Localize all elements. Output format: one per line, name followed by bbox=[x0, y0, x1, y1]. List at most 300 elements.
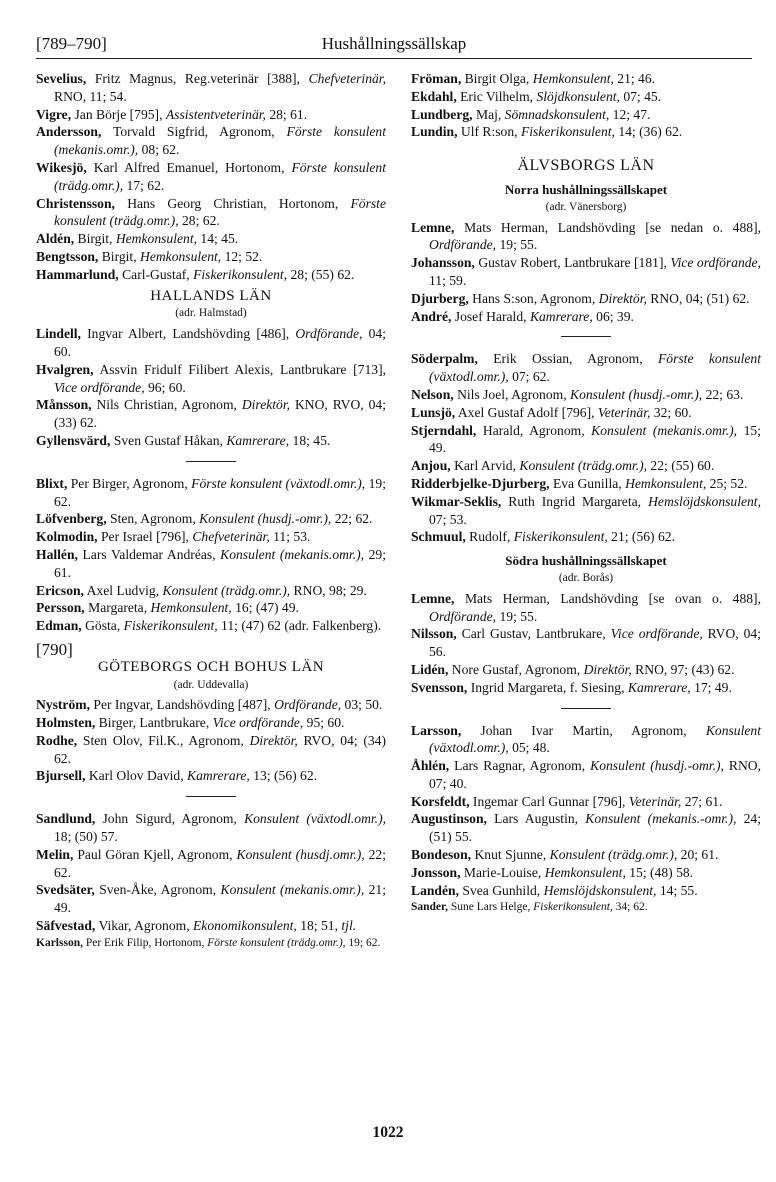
entry-role: Fiskerikonsulent, bbox=[520, 124, 615, 140]
entry-tail: 06; 39. bbox=[592, 308, 634, 324]
entry-tail: 95; 60. bbox=[303, 715, 345, 731]
section-divider bbox=[561, 708, 611, 709]
directory-entry bbox=[411, 590, 761, 626]
entry-tail: 21; 46. bbox=[613, 71, 656, 86]
entry-details: Erik Ossian, Agronom, bbox=[477, 351, 658, 367]
entry-details: Ruth Ingrid Margareta, bbox=[501, 493, 649, 509]
entry-tail: 05; 48. bbox=[508, 740, 550, 756]
entry-tail: 32; 60. bbox=[650, 404, 692, 420]
entry-role: Förste konsulent (trädg.omr.), bbox=[54, 195, 386, 229]
entry-details: Ulf R:son, bbox=[457, 124, 521, 140]
entry-role: Konsulent (husdj.-omr.), bbox=[570, 386, 703, 402]
right-column bbox=[411, 70, 761, 917]
entry-tail: 21; (56) 62. bbox=[607, 529, 675, 545]
entry-name: Bjursell, bbox=[36, 768, 86, 784]
entry-role: Direktör, bbox=[583, 661, 632, 677]
directory-entry bbox=[411, 475, 761, 493]
directory-entry bbox=[36, 475, 386, 511]
entry-name: Blixt, bbox=[36, 475, 68, 491]
entry-tail: 29; 61. bbox=[54, 546, 386, 580]
entry-details: Eva Gunilla, bbox=[549, 475, 626, 491]
entry-name: Jonsson, bbox=[411, 864, 461, 880]
entry-name: Lemne, bbox=[411, 590, 455, 606]
entry-name: Anjou, bbox=[411, 458, 451, 474]
directory-entry bbox=[411, 846, 761, 864]
entry-name: Lundin, bbox=[411, 124, 458, 140]
entry-name: Säfvestad, bbox=[36, 918, 96, 934]
entry-role: Slöjdkonsulent, bbox=[536, 88, 620, 104]
directory-entry bbox=[411, 757, 761, 793]
entry-name: Vigre, bbox=[36, 106, 72, 122]
entry-tail: 07; 45. bbox=[619, 88, 662, 104]
entry-details: Birger, Lantbrukare, bbox=[95, 715, 213, 731]
directory-entry bbox=[36, 846, 386, 882]
entry-name: Gyllensvärd, bbox=[36, 432, 111, 448]
entry-details: Sven-Åke, Agronom, bbox=[94, 882, 221, 898]
entry-details: John Sigurd, Agronom, bbox=[95, 811, 245, 827]
entry-tail: 07; 53. bbox=[429, 511, 467, 527]
entry-details: Axel Ludvig, bbox=[83, 582, 163, 598]
entry-name: Ericson, bbox=[36, 582, 84, 598]
entry-name: Melin, bbox=[36, 846, 74, 862]
entry-name: Edman, bbox=[36, 618, 82, 634]
page-number: 1022 bbox=[372, 1124, 404, 1141]
entry-details: Paul Göran Kjell, Agronom, bbox=[73, 846, 237, 862]
directory-entry bbox=[411, 422, 761, 458]
section-heading: ÄLVSBORGS LÄN bbox=[517, 157, 655, 175]
entry-tail: 12; 47. bbox=[609, 106, 651, 122]
entry-role: Konsulent (husdj.-omr.), bbox=[590, 758, 724, 774]
entry-role: Hemkonsulent, bbox=[544, 864, 626, 880]
entry-role: Konsulent (husdj.omr.), bbox=[236, 846, 365, 862]
entry-role: Förste konsulent (växtodl.omr.), bbox=[429, 351, 761, 385]
entry-details: Torvald Sigfrid, Agronom, bbox=[101, 124, 287, 140]
entry-name: Fröman, bbox=[411, 71, 462, 86]
entry-details: Hans Georg Christian, Hortonom, bbox=[114, 195, 351, 211]
entry-role: Hemkonsulent, bbox=[150, 600, 232, 616]
entry-role: Konsulent (trädg.omr.), bbox=[549, 847, 678, 863]
directory-entry bbox=[411, 899, 761, 917]
entry-name: Djurberg, bbox=[411, 290, 469, 306]
directory-entry bbox=[411, 661, 761, 679]
entry-details: Lars Valdemar Andréas, bbox=[77, 546, 221, 562]
entry-role: Konsulent (husdj.-omr.), bbox=[199, 511, 332, 527]
directory-entry bbox=[411, 219, 761, 255]
entry-role: Förste konsulent (trädg.omr.), bbox=[207, 936, 346, 949]
entry-role: Hemkonsulent, bbox=[532, 71, 614, 86]
entry-role: Konsulent (trädg.omr.), bbox=[162, 582, 291, 598]
entry-role: Fiskerikonsulent, bbox=[193, 266, 288, 282]
entry-role: Hemkonsulent, bbox=[625, 475, 707, 491]
directory-entry bbox=[411, 810, 761, 846]
entry-details: Margareta, bbox=[84, 600, 151, 616]
entry-details: Svea Gunhild, bbox=[458, 882, 544, 898]
entry-tail: 11; 53. bbox=[269, 529, 311, 545]
directory-entry bbox=[411, 88, 761, 106]
entry-role: Sömnadskonsulent, bbox=[504, 106, 610, 122]
entry-tail: 22; (55) 60. bbox=[647, 458, 715, 474]
entry-details: Birgit, bbox=[74, 231, 116, 247]
entry-name: Nilsson, bbox=[411, 626, 457, 642]
directory-entry bbox=[411, 123, 761, 141]
entry-details: Marie-Louise, bbox=[460, 864, 545, 880]
entry-role: Ordförande, bbox=[429, 608, 497, 624]
entry-name: Christensson, bbox=[36, 195, 115, 211]
entry-role: Konsulent (mekanis.omr.), bbox=[220, 882, 365, 898]
entry-name: Hammarlund, bbox=[36, 266, 119, 282]
entry-name: Landén, bbox=[411, 882, 459, 898]
entry-tail: RNO, 97; (43) 62. bbox=[631, 661, 735, 677]
subsection-heading: Södra hushållningssällskapet bbox=[505, 553, 667, 569]
entry-name: Kolmodin, bbox=[36, 529, 98, 545]
entry-name: Månsson, bbox=[36, 397, 92, 413]
entry-tail: RVO, 04; (34) 62. bbox=[54, 732, 386, 766]
entry-details: Sven Gustaf Håkan, bbox=[110, 432, 227, 448]
entry-tail: 19; 62. bbox=[54, 475, 386, 509]
entry-role: Hemslöjdskonsulent, bbox=[543, 882, 657, 898]
directory-entry bbox=[36, 230, 386, 248]
entry-details: Per Israel [796], bbox=[97, 529, 193, 545]
entry-tail: RNO, 11; 54. bbox=[54, 88, 127, 104]
page-marker: [790] bbox=[36, 639, 73, 659]
directory-entry bbox=[36, 361, 386, 397]
entry-tail: 15; 49. bbox=[429, 422, 761, 456]
entry-details: Hans S:son, Agronom, bbox=[468, 290, 599, 306]
entry-details: Sten Olov, Fil.K., Agronom, bbox=[77, 732, 250, 748]
entry-name: Lindell, bbox=[36, 326, 81, 342]
entry-details: Eric Vilhelm, bbox=[456, 88, 537, 104]
directory-entry bbox=[36, 935, 386, 953]
page-header bbox=[36, 32, 752, 59]
entry-name: Lunsjö, bbox=[411, 404, 456, 420]
directory-entry bbox=[36, 528, 386, 546]
entry-role: Kamrerare, bbox=[529, 308, 593, 324]
directory-entry bbox=[36, 582, 386, 600]
address-note: (adr. Uddevalla) bbox=[173, 678, 249, 691]
entry-role: Förste konsulent (mekanis.omr.), bbox=[54, 124, 386, 158]
entry-tail: 19; 62. bbox=[345, 936, 381, 949]
directory-entry bbox=[36, 599, 386, 617]
entry-tail: 96; 60. bbox=[144, 379, 186, 395]
directory-entry bbox=[36, 248, 386, 266]
entry-details: Karl Olov David, bbox=[85, 768, 188, 784]
entry-role: Ekonomikonsulent, bbox=[193, 918, 297, 934]
directory-entry bbox=[36, 714, 386, 732]
entry-name: Johansson, bbox=[411, 255, 475, 271]
entry-role: Fiskerikonsulent, bbox=[533, 901, 613, 914]
entry-role: Förste konsulent (trädg.omr.), bbox=[54, 159, 386, 193]
directory-entry bbox=[36, 617, 386, 635]
entry-name: Svensson, bbox=[411, 679, 468, 695]
directory-entry bbox=[411, 722, 761, 758]
entry-tail: 03; 50. bbox=[341, 697, 383, 713]
entry-details: Ingrid Margareta, f. Siesing, bbox=[467, 679, 628, 695]
directory-entry bbox=[411, 882, 761, 900]
entry-tail: RVO, 04; 56. bbox=[429, 626, 761, 660]
entry-name: Holmsten, bbox=[36, 715, 96, 731]
entry-role: Chefveterinär, bbox=[308, 71, 386, 86]
entry-tail: 04; 60. bbox=[54, 326, 386, 359]
entry-name: Rodhe, bbox=[36, 732, 78, 748]
entry-name: Larsson, bbox=[411, 722, 462, 738]
directory-entry bbox=[36, 510, 386, 528]
entry-role: Vice ordförande, bbox=[54, 379, 145, 395]
entry-tail: 24; (51) 55. bbox=[429, 811, 761, 845]
directory-entry bbox=[36, 810, 386, 846]
entry-role: Konsulent (mekanis.omr.), bbox=[220, 546, 365, 562]
entry-details: Assvin Fridulf Filibert Alexis, Lantbrukare [713], bbox=[93, 361, 386, 377]
entry-details: Gösta, bbox=[81, 618, 124, 634]
entry-role: Direktör, bbox=[249, 732, 298, 748]
entry-details: Johan Ivar Martin, Agronom, bbox=[461, 722, 706, 738]
entry-role: Konsulent (växtodl.omr.), bbox=[244, 811, 387, 827]
entry-name: Stjerndahl, bbox=[411, 422, 477, 438]
entry-name: Wikmar-Seklis, bbox=[411, 493, 502, 509]
entry-name: Lidén, bbox=[411, 661, 449, 677]
entry-tail: 28; 62. bbox=[178, 213, 220, 229]
directory-entry bbox=[411, 308, 761, 326]
entry-role: Kamrerare, bbox=[226, 432, 290, 448]
directory-entry bbox=[36, 881, 386, 917]
entry-details: Carl-Gustaf, bbox=[118, 266, 194, 282]
entry-tail: 22; 62. bbox=[331, 511, 373, 527]
directory-entry bbox=[36, 266, 386, 284]
section-divider bbox=[561, 336, 611, 337]
entry-role: Vice ordförande, bbox=[212, 715, 304, 731]
entry-details: Lars Augustin, bbox=[486, 811, 586, 827]
entry-tail: RNO, 07; 40. bbox=[429, 758, 761, 791]
entry-name: Lemne, bbox=[411, 219, 455, 235]
entry-details: Karl Arvid, bbox=[450, 458, 520, 474]
directory-entry bbox=[36, 195, 386, 231]
address-note: (adr. Borås) bbox=[558, 571, 614, 584]
entry-details: Carl Gustav, Lantbrukare, bbox=[456, 626, 611, 642]
entry-name: Ekdahl, bbox=[411, 88, 457, 104]
entry-name: Augustinson, bbox=[411, 811, 487, 827]
entry-tail: 14; 55. bbox=[656, 882, 698, 898]
directory-entry bbox=[411, 106, 761, 124]
entry-name: Bengtsson, bbox=[36, 248, 99, 264]
entry-role: Konsulent (mekanis.omr.), bbox=[591, 422, 738, 438]
entry-tail: 07; 62. bbox=[508, 369, 550, 385]
entry-name: Hvalgren, bbox=[36, 361, 94, 377]
entry-tail: KNO, RVO, 04; (33) 62. bbox=[54, 397, 386, 431]
entry-name: Ridderbjelke-Djurberg, bbox=[411, 475, 550, 491]
directory-entry bbox=[36, 325, 386, 361]
entry-name: Söderpalm, bbox=[411, 351, 478, 367]
entry-details: Josef Harald, bbox=[451, 308, 530, 324]
entry-name: Sevelius, bbox=[36, 71, 87, 86]
entry-name: Persson, bbox=[36, 600, 85, 616]
entry-name: Wikesjö, bbox=[36, 159, 87, 175]
entry-role: Assistentveterinär, bbox=[165, 106, 266, 122]
address-note: (adr. Halmstad) bbox=[175, 307, 247, 320]
left-column bbox=[36, 70, 386, 953]
entry-name: Aldén, bbox=[36, 231, 75, 247]
entry-name: Korsfeldt, bbox=[411, 793, 470, 809]
entry-name: André, bbox=[411, 308, 452, 324]
entry-tail: 18; 45. bbox=[289, 432, 331, 448]
entry-tail: 28; (55) 62. bbox=[287, 266, 355, 282]
entry-details: Harald, Agronom, bbox=[476, 422, 592, 438]
entry-role: Vice ordförande, bbox=[670, 255, 761, 271]
directory-entry bbox=[36, 767, 386, 785]
entry-tail: 14; (36) 62. bbox=[614, 124, 683, 140]
entry-role: Ordförande, bbox=[274, 697, 342, 713]
entry-role: Direktör, bbox=[598, 290, 647, 306]
entry-details: Fritz Magnus, Reg.veterinär [388], bbox=[86, 71, 309, 86]
entry-tail: 22; 63. bbox=[702, 386, 744, 402]
entry-tail: 20; 61. bbox=[677, 847, 719, 863]
entry-details: Birgit Olga, bbox=[461, 71, 533, 86]
entry-tail: 19; 55. bbox=[496, 608, 538, 624]
entry-details: Ingemar Carl Gunnar [796], bbox=[469, 793, 629, 809]
directory-entry bbox=[36, 432, 386, 450]
entry-role: Ordförande, bbox=[295, 326, 363, 342]
entry-tail: 21; 49. bbox=[54, 882, 386, 916]
page-range: [789–790] bbox=[36, 34, 107, 53]
entry-tail: 17; 62. bbox=[123, 177, 165, 193]
directory-entry bbox=[36, 917, 386, 935]
directory-entry bbox=[36, 70, 386, 106]
entry-role: Konsulent (växtodl.omr.), bbox=[429, 722, 761, 756]
entry-details: Ingvar Albert, Landshövding [486], bbox=[80, 326, 296, 342]
directory-entry bbox=[36, 696, 386, 714]
directory-entry bbox=[411, 350, 761, 386]
directory-entry bbox=[36, 106, 386, 124]
entry-role: Hemkonsulent, bbox=[115, 231, 197, 247]
section-divider bbox=[186, 461, 236, 462]
entry-name: Nelson, bbox=[411, 386, 454, 402]
entry-details: Rudolf, bbox=[465, 529, 514, 545]
entry-details: Vikar, Agronom, bbox=[95, 918, 193, 934]
entry-details: Nils Joel, Agronom, bbox=[453, 386, 570, 402]
entry-role: Veterinär, bbox=[597, 404, 651, 420]
section-divider bbox=[186, 796, 236, 797]
entry-tail: 14; 45. bbox=[197, 231, 239, 247]
entry-details: Per Birger, Agronom, bbox=[67, 475, 192, 491]
directory-entry bbox=[36, 546, 386, 582]
entry-name: Sander, bbox=[411, 901, 448, 914]
entry-role: Chefveterinär, bbox=[192, 529, 270, 545]
entry-details: Per Erik Filip, Hortonom, bbox=[82, 936, 208, 949]
directory-entry bbox=[36, 396, 386, 432]
entry-name: Andersson, bbox=[36, 124, 102, 140]
entry-role: Konsulent (trädg.omr.), bbox=[519, 458, 648, 474]
entry-tail: 15; (48) 58. bbox=[625, 864, 694, 880]
directory-entry bbox=[411, 386, 761, 404]
entry-role: Direktör, bbox=[241, 397, 291, 413]
entry-details: Lars Ragnar, Agronom, bbox=[449, 758, 591, 774]
entry-tail: 18; (50) 57. bbox=[54, 829, 118, 845]
address-note: (adr. Vänersborg) bbox=[545, 200, 627, 213]
entry-details: Maj, bbox=[472, 106, 505, 122]
entry-details: Karl Alfred Emanuel, Hortonom, bbox=[86, 159, 292, 175]
entry-tail: 18; 51, bbox=[296, 918, 342, 934]
entry-role: Konsulent (mekanis.-omr.), bbox=[585, 811, 737, 827]
entry-tail: 08; 62. bbox=[138, 142, 180, 158]
entry-tail: 13; (56) 62. bbox=[249, 768, 318, 784]
directory-entry bbox=[411, 679, 761, 697]
entry-tail: 19; 55. bbox=[496, 237, 538, 253]
entry-role: Fiskerikonsulent, bbox=[513, 529, 608, 545]
entry-tail: 12; 52. bbox=[221, 248, 263, 264]
entry-details: Nore Gustaf, Agronom, bbox=[448, 661, 584, 677]
entry-name: Bondeson, bbox=[411, 847, 472, 863]
entry-details: Per Ingvar, Landshövding [487], bbox=[89, 697, 275, 713]
directory-entry bbox=[411, 290, 761, 308]
entry-tail: 27; 61. bbox=[681, 793, 723, 809]
entry-tail: RNO, 04; (51) 62. bbox=[646, 290, 750, 306]
entry-tail: 16; (47) 49. bbox=[231, 600, 299, 616]
entry-name: Svedsäter, bbox=[36, 882, 95, 898]
entry-role: tjl. bbox=[341, 918, 357, 934]
entry-details: Knut Sjunne, bbox=[471, 847, 550, 863]
entry-details: Gustav Robert, Lantbrukare [181], bbox=[474, 255, 671, 271]
entry-role: Hemslöjdskonsulent, bbox=[648, 493, 761, 509]
entry-tail: 28; 61. bbox=[265, 106, 308, 122]
entry-tail: 22; 62. bbox=[54, 846, 386, 880]
directory-entry bbox=[411, 793, 761, 811]
entry-name: Löfvenberg, bbox=[36, 511, 107, 527]
directory-entry bbox=[411, 493, 761, 529]
entry-role: Ordförande, bbox=[429, 237, 497, 253]
entry-name: Schmuul, bbox=[411, 529, 466, 545]
entry-tail: 11; (47) 62 (adr. Falkenberg). bbox=[217, 618, 382, 634]
entry-tail: 17; 49. bbox=[690, 679, 732, 695]
directory-entry bbox=[36, 123, 386, 159]
section-heading: GÖTEBORGS OCH BOHUS LÄN bbox=[97, 658, 325, 675]
entry-tail: 11; 59. bbox=[429, 272, 467, 288]
entry-details: Nils Christian, Agronom, bbox=[91, 397, 242, 413]
entry-details: Jan Börje [795], bbox=[71, 106, 166, 122]
directory-entry bbox=[36, 732, 386, 768]
entry-details: Axel Gustaf Adolf [796], bbox=[455, 404, 598, 420]
directory-entry bbox=[411, 528, 761, 546]
entry-role: Kamrerare, bbox=[187, 768, 250, 784]
entry-details: Sune Lars Helge, bbox=[447, 901, 534, 914]
entry-role: Fiskerikonsulent, bbox=[123, 618, 218, 634]
entry-name: Hallén, bbox=[36, 546, 78, 562]
entry-details: Mats Herman, Landshövding [se nedan o. 488], bbox=[454, 219, 761, 235]
entry-details: Mats Herman, Landshövding [se ovan o. 488], bbox=[454, 590, 761, 606]
entry-name: Nyström, bbox=[36, 697, 90, 713]
entry-role: Vice ordförande, bbox=[610, 626, 703, 642]
entry-tail: RNO, 98; 29. bbox=[290, 582, 367, 598]
entry-role: Förste konsulent (växtodl.omr.), bbox=[191, 475, 366, 491]
entry-tail: 25; 52. bbox=[706, 475, 748, 491]
entry-role: Veterinär, bbox=[628, 793, 682, 809]
entry-name: Karlsson, bbox=[36, 936, 83, 949]
section-heading: HALLANDS LÄN bbox=[150, 287, 272, 304]
entry-name: Åhlén, bbox=[411, 758, 450, 774]
directory-entry bbox=[411, 70, 761, 88]
entry-details: Sten, Agronom, bbox=[106, 511, 200, 527]
subsection-heading: Norra hushållningssällskapet bbox=[504, 181, 668, 197]
directory-entry bbox=[411, 404, 761, 422]
page-title: Hushållningssällskap bbox=[321, 34, 467, 53]
directory-entry bbox=[411, 625, 761, 661]
directory-entry bbox=[411, 457, 761, 475]
entry-details: Birgit, bbox=[98, 248, 140, 264]
entry-tail: 34; 62. bbox=[612, 901, 648, 914]
entry-role: Hemkonsulent, bbox=[140, 248, 222, 264]
directory-entry bbox=[36, 159, 386, 195]
directory-entry bbox=[411, 864, 761, 882]
entry-role: Kamrerare, bbox=[627, 679, 691, 695]
entry-name: Sandlund, bbox=[36, 811, 96, 827]
entry-name: Lundberg, bbox=[411, 106, 473, 122]
